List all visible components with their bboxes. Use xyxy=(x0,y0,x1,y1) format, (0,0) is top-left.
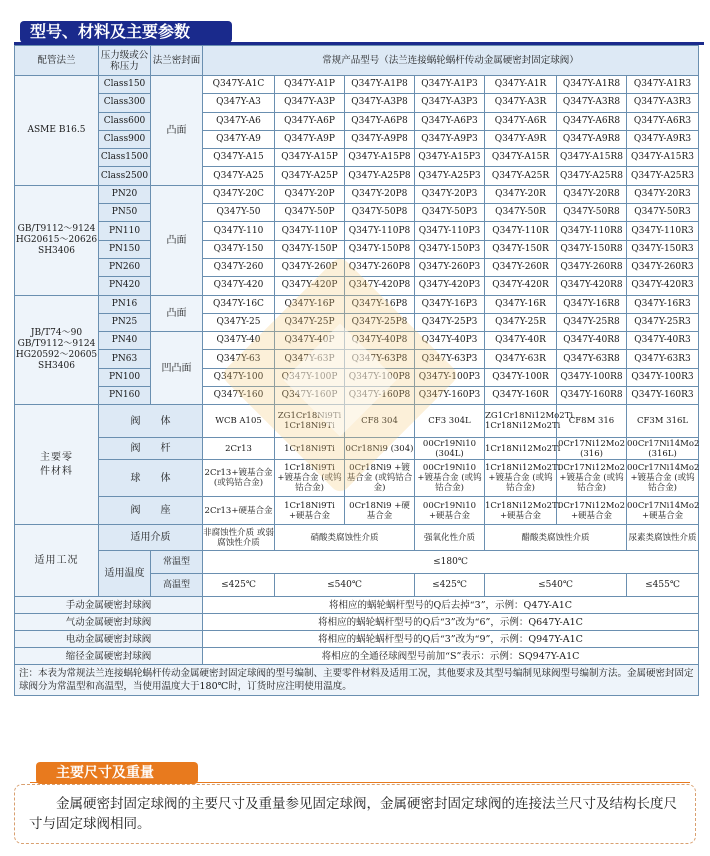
model-code: Q347Y-160R xyxy=(485,387,557,405)
model-code: Q347Y-420R3 xyxy=(627,277,699,295)
temp-label: 适用温度 xyxy=(99,551,151,597)
model-code: Q347Y-20P8 xyxy=(345,185,415,203)
model-code: Q347Y-160P8 xyxy=(345,387,415,405)
header-pressure: 压力级或公称压力 xyxy=(99,46,151,76)
model-code: Q347Y-A9P3 xyxy=(415,130,485,148)
normal-temp-value: ≤180℃ xyxy=(203,551,699,574)
material-value: 00Cr17Ni14Mo2 +硬基合金 xyxy=(627,497,699,525)
model-code: Q347Y-20P3 xyxy=(415,185,485,203)
table-row xyxy=(15,204,699,222)
table-row xyxy=(15,222,699,240)
model-code: Q347Y-160 xyxy=(203,387,275,405)
model-code: Q347Y-63R xyxy=(485,350,557,368)
model-code: Q347Y-110R3 xyxy=(627,222,699,240)
model-code: Q347Y-16R8 xyxy=(557,295,627,313)
section-title-models: 型号、材料及主要参数 xyxy=(20,21,232,43)
model-code: Q347Y-150P xyxy=(275,240,345,258)
model-code: Q347Y-160R8 xyxy=(557,387,627,405)
table-row xyxy=(15,76,699,94)
model-code: Q347Y-A15R8 xyxy=(557,149,627,167)
model-code: Q347Y-50P8 xyxy=(345,204,415,222)
model-code: Q347Y-A6 xyxy=(203,112,275,130)
model-code: Q347Y-110P3 xyxy=(415,222,485,240)
model-code: Q347Y-A25R3 xyxy=(627,167,699,185)
model-code: Q347Y-20R xyxy=(485,185,557,203)
model-code: Q347Y-110R8 xyxy=(557,222,627,240)
model-code: Q347Y-25P8 xyxy=(345,313,415,331)
model-code: Q347Y-A25 xyxy=(203,167,275,185)
material-value: 1Cr18Ni9Ti xyxy=(275,438,345,460)
material-value: CF3 304L xyxy=(415,405,485,438)
high-temp-value: ≤425℃ xyxy=(203,574,275,597)
media-type: 硝酸类腐蚀性介质 xyxy=(275,525,415,551)
media-type: 醋酸类腐蚀性介质 xyxy=(485,525,627,551)
material-value: 0Cr17Ni12Mo2 +镀基合金 (或钨钴合金) xyxy=(557,460,627,497)
model-code: Q347Y-25R3 xyxy=(627,313,699,331)
seal-face: 凸面 xyxy=(151,76,203,186)
model-code: Q347Y-A9R xyxy=(485,130,557,148)
model-code: Q347Y-16P xyxy=(275,295,345,313)
flange-standard: GB/T9112～9124 HG20615～20626 SH3406 xyxy=(15,185,99,295)
pressure-class: PN160 xyxy=(99,387,151,405)
section-title-dimensions-rule xyxy=(30,782,690,783)
model-code: Q347Y-A3R xyxy=(485,94,557,112)
model-code: Q347Y-150 xyxy=(203,240,275,258)
material-value: 1Cr18Ni12Mo2Ti xyxy=(485,438,557,460)
model-code: Q347Y-A15P3 xyxy=(415,149,485,167)
variant-name: 手动金属硬密封球阀 xyxy=(15,597,203,614)
model-code: Q347Y-16R3 xyxy=(627,295,699,313)
model-code: Q347Y-160R3 xyxy=(627,387,699,405)
material-value: 2Cr13+镀基合金 (或钨钴合金) xyxy=(203,460,275,497)
model-code: Q347Y-20R3 xyxy=(627,185,699,203)
material-value: CF8M 316 xyxy=(557,405,627,438)
material-value: 0Cr17Ni12Mo2 +硬基合金 xyxy=(557,497,627,525)
model-code: Q347Y-260R xyxy=(485,258,557,276)
model-code: Q347Y-150R xyxy=(485,240,557,258)
model-code: Q347Y-63R8 xyxy=(557,350,627,368)
model-code: Q347Y-420P3 xyxy=(415,277,485,295)
model-code: Q347Y-A3 xyxy=(203,94,275,112)
model-code: Q347Y-100P8 xyxy=(345,368,415,386)
model-code: Q347Y-50R3 xyxy=(627,204,699,222)
model-code: Q347Y-160P3 xyxy=(415,387,485,405)
material-part: 阀 杆 xyxy=(99,438,203,460)
model-code: Q347Y-A9R3 xyxy=(627,130,699,148)
media-type: 强氧化性介质 xyxy=(415,525,485,551)
model-code: Q347Y-16P3 xyxy=(415,295,485,313)
media-type: 非腐蚀性介质 或弱腐蚀性介质 xyxy=(203,525,275,551)
model-code: Q347Y-A3R3 xyxy=(627,94,699,112)
model-code: Q347Y-25R8 xyxy=(557,313,627,331)
table-note: 注：本表为常规法兰连接蜗轮蜗杆传动金属硬密封固定球阀的型号编制、主要零件材料及适用工况，其他要求及其型号编制见球阀型号编制方法。金属硬密封固定球阀分为常温型和高温型，当使用温度大于180℃时，订货时应注明使用温度。 xyxy=(15,665,699,696)
pressure-class: PN420 xyxy=(99,277,151,295)
pressure-class: PN100 xyxy=(99,368,151,386)
material-value: CF3M 316L xyxy=(627,405,699,438)
model-code: Q347Y-40P3 xyxy=(415,332,485,350)
model-code: Q347Y-A9P8 xyxy=(345,130,415,148)
model-code: Q347Y-110 xyxy=(203,222,275,240)
model-code: Q347Y-25R xyxy=(485,313,557,331)
table-row xyxy=(15,614,699,631)
model-code: Q347Y-50P3 xyxy=(415,204,485,222)
header-flange: 配管法兰 xyxy=(15,46,99,76)
model-code: Q347Y-25P3 xyxy=(415,313,485,331)
pressure-class: PN25 xyxy=(99,313,151,331)
model-code: Q347Y-63R3 xyxy=(627,350,699,368)
material-value: 00Cr19Ni10 (304L) xyxy=(415,438,485,460)
model-code: Q347Y-A3P xyxy=(275,94,345,112)
dimensions-note-text: 金属硬密封固定球阀的主要尺寸及重量参见固定球阀，金属硬密封固定球阀的连接法兰尺寸及结构长度尺寸与固定球阀相同。 xyxy=(29,796,677,832)
media-type: 尿素类腐蚀性介质 xyxy=(627,525,699,551)
pressure-class: Class1500 xyxy=(99,149,151,167)
pressure-class: Class300 xyxy=(99,94,151,112)
material-value: 2Cr13+硬基合金 xyxy=(203,497,275,525)
model-code: Q347Y-420R xyxy=(485,277,557,295)
model-code: Q347Y-50P xyxy=(275,204,345,222)
model-code: Q347Y-63P xyxy=(275,350,345,368)
model-code: Q347Y-40R3 xyxy=(627,332,699,350)
model-code: Q347Y-50R8 xyxy=(557,204,627,222)
material-value: CF8 304 xyxy=(345,405,415,438)
material-value: 0Cr17Ni12Mo2 (316) xyxy=(558,438,625,459)
model-code: Q347Y-A25R8 xyxy=(557,167,627,185)
table-row xyxy=(15,167,699,185)
model-code: Q347Y-63P3 xyxy=(415,350,485,368)
model-code: Q347Y-40R8 xyxy=(557,332,627,350)
high-temp-value: ≤455℃ xyxy=(627,574,699,597)
normal-temp-label: 常温型 xyxy=(151,551,203,574)
material-value: 00Cr19Ni10 +镀基合金 (或钨钴合金) xyxy=(415,460,485,497)
seal-face: 凹凸面 xyxy=(151,332,203,405)
model-code: Q347Y-A1R xyxy=(485,76,557,94)
seal-face: 凸面 xyxy=(151,185,203,295)
model-code: Q347Y-40P xyxy=(275,332,345,350)
variant-desc: 将相应的全通径球阀型号前加“S”表示：示例：SQ947Y-A1C xyxy=(203,648,699,665)
table-row xyxy=(15,631,699,648)
model-code: Q347Y-40 xyxy=(203,332,275,350)
model-code: Q347Y-100R8 xyxy=(557,368,627,386)
header-models: 常规产品型号（法兰连接蜗轮蜗杆传动金属硬密封固定球阀） xyxy=(203,46,699,76)
model-code: Q347Y-A6R8 xyxy=(557,112,627,130)
variant-desc: 将相应的蜗轮蜗杆型号的Q后去掉“3”，示例：Q47Y-A1C xyxy=(203,597,699,614)
model-code: Q347Y-63 xyxy=(203,350,275,368)
table-row xyxy=(15,665,699,696)
model-code: Q347Y-20C xyxy=(203,185,275,203)
table-row xyxy=(15,497,699,525)
table-row xyxy=(15,46,699,76)
model-code: Q347Y-260P3 xyxy=(415,258,485,276)
model-code: Q347Y-A1C xyxy=(203,76,275,94)
table-row xyxy=(15,94,699,112)
table-row xyxy=(15,597,699,614)
material-value: 00Cr17Ni14Mo2 (316L) xyxy=(627,438,700,459)
model-code: Q347Y-A6P xyxy=(275,112,345,130)
table-row xyxy=(15,648,699,665)
flange-standard: ASME B16.5 xyxy=(15,76,99,186)
model-code: Q347Y-150P8 xyxy=(345,240,415,258)
model-code: Q347Y-A3P3 xyxy=(415,94,485,112)
model-code: Q347Y-A9R8 xyxy=(557,130,627,148)
material-value: 00Cr17Ni14Mo2 +镀基合金 (或钨钴合金) xyxy=(627,460,699,497)
model-code: Q347Y-A9P xyxy=(275,130,345,148)
high-temp-value: ≤425℃ xyxy=(415,574,485,597)
material-value: WCB A105 xyxy=(203,405,275,438)
pressure-class: Class150 xyxy=(99,76,151,94)
model-code: Q347Y-25P xyxy=(275,313,345,331)
pressure-class: PN260 xyxy=(99,258,151,276)
high-temp-label: 高温型 xyxy=(151,574,203,597)
variant-name: 电动金属硬密封球阀 xyxy=(15,631,203,648)
high-temp-value: ≤540℃ xyxy=(275,574,415,597)
model-code: Q347Y-150P3 xyxy=(415,240,485,258)
materials-label: 主要零件材料 xyxy=(15,405,99,525)
model-code: Q347Y-260P8 xyxy=(345,258,415,276)
model-code: Q347Y-A3R8 xyxy=(557,94,627,112)
model-code: Q347Y-20R8 xyxy=(557,185,627,203)
model-code: Q347Y-A15 xyxy=(203,149,275,167)
pressure-class: PN20 xyxy=(99,185,151,203)
model-code: Q347Y-A1R3 xyxy=(627,76,699,94)
model-code: Q347Y-A25P xyxy=(275,167,345,185)
model-code: Q347Y-16R xyxy=(485,295,557,313)
material-value: 2Cr13 xyxy=(203,438,275,460)
model-code: Q347Y-A9 xyxy=(203,130,275,148)
model-code: Q347Y-420 xyxy=(203,277,275,295)
material-value: 0Cr18Ni9 +硬基合金 xyxy=(345,497,415,525)
model-code: Q347Y-420R8 xyxy=(557,277,627,295)
material-value: 1Cr18Ni12Mo2Ti +硬基合金 xyxy=(485,497,557,525)
model-code: Q347Y-A15R xyxy=(485,149,557,167)
pressure-class: PN16 xyxy=(99,295,151,313)
model-code: Q347Y-A6R xyxy=(485,112,557,130)
pressure-class: PN150 xyxy=(99,240,151,258)
material-value: 1Cr18Ni9Ti +硬基合金 xyxy=(275,497,345,525)
model-code: Q347Y-A1P8 xyxy=(345,76,415,94)
model-code: Q347Y-260R3 xyxy=(627,258,699,276)
model-code: Q347Y-100 xyxy=(203,368,275,386)
model-code: Q347Y-63P8 xyxy=(345,350,415,368)
section-title-dimensions: 主要尺寸及重量 xyxy=(36,762,198,784)
model-code: Q347Y-A6P8 xyxy=(345,112,415,130)
pressure-class: PN50 xyxy=(99,204,151,222)
table-row xyxy=(15,112,699,130)
model-code: Q347Y-25 xyxy=(203,313,275,331)
variant-desc: 将相应的蜗轮蜗杆型号的Q后“3”改为“9”，示例：Q947Y-A1C xyxy=(203,631,699,648)
table-row xyxy=(15,551,699,574)
model-code: Q347Y-20P xyxy=(275,185,345,203)
material-value: 0Cr18Ni9 (304) xyxy=(345,438,415,460)
header-seal: 法兰密封面 xyxy=(151,46,203,76)
model-code: Q347Y-A1P3 xyxy=(415,76,485,94)
model-code: Q347Y-A6P3 xyxy=(415,112,485,130)
model-code: Q347Y-16C xyxy=(203,295,275,313)
material-value: 0Cr18Ni9 +镀基合金 (或钨钴合金) xyxy=(345,460,415,497)
model-code: Q347Y-100R xyxy=(485,368,557,386)
model-code: Q347Y-40R xyxy=(485,332,557,350)
model-code: Q347Y-40P8 xyxy=(345,332,415,350)
model-code: Q347Y-110R xyxy=(485,222,557,240)
material-part: 阀 体 xyxy=(99,405,203,438)
pressure-class: Class600 xyxy=(99,112,151,130)
model-code: Q347Y-420P xyxy=(275,277,345,295)
media-label: 适用介质 xyxy=(99,525,203,551)
model-code: Q347Y-A15P8 xyxy=(345,149,415,167)
model-code: Q347Y-260P xyxy=(275,258,345,276)
pressure-class: PN40 xyxy=(99,332,151,350)
model-code: Q347Y-A1R8 xyxy=(557,76,627,94)
material-value: ZG1Cr18Ni9Ti 1Cr18Ni9Ti xyxy=(275,405,345,438)
table-row xyxy=(15,240,699,258)
pressure-class: PN63 xyxy=(99,350,151,368)
pressure-class: Class900 xyxy=(99,130,151,148)
model-code: Q347Y-A25P3 xyxy=(415,167,485,185)
model-code: Q347Y-110P xyxy=(275,222,345,240)
variant-name: 气动金属硬密封球阀 xyxy=(15,614,203,631)
variant-name: 缩径金属硬密封球阀 xyxy=(15,648,203,665)
model-code: Q347Y-50 xyxy=(203,204,275,222)
material-part: 阀 座 xyxy=(99,497,203,525)
model-code: Q347Y-A15R3 xyxy=(627,149,699,167)
model-code: Q347Y-150R3 xyxy=(627,240,699,258)
variant-desc: 将相应的蜗轮蜗杆型号的Q后“3”改为“6”，示例：Q647Y-A1C xyxy=(203,614,699,631)
material-value: 1Cr18Ni12Mo2Ti +镀基合金 (或钨钴合金) xyxy=(485,460,557,497)
model-code: Q347Y-260 xyxy=(203,258,275,276)
model-code: Q347Y-A6R3 xyxy=(627,112,699,130)
model-code: Q347Y-100P3 xyxy=(415,368,485,386)
model-code: Q347Y-260R8 xyxy=(557,258,627,276)
model-code: Q347Y-420P8 xyxy=(345,277,415,295)
high-temp-value: ≤540℃ xyxy=(485,574,627,597)
model-code: Q347Y-50R xyxy=(485,204,557,222)
model-code: Q347Y-A1P xyxy=(275,76,345,94)
material-value: 1Cr18Ni9Ti +镀基合金 (或钨钴合金) xyxy=(275,460,345,497)
pressure-class: PN110 xyxy=(99,222,151,240)
model-code: Q347Y-160P xyxy=(275,387,345,405)
material-value: ZG1Cr18Ni12Mo2Ti 1Cr18Ni12Mo2Ti xyxy=(485,405,557,438)
model-code: Q347Y-A15P xyxy=(275,149,345,167)
table-row xyxy=(15,130,699,148)
material-value: 00Cr19Ni10 +硬基合金 xyxy=(415,497,485,525)
seal-face: 凸面 xyxy=(151,295,203,332)
model-code: Q347Y-A25P8 xyxy=(345,167,415,185)
flange-standard: JB/T74～90 GB/T9112～9124 HG20592～20605 SH3406 xyxy=(15,295,99,405)
table-row xyxy=(15,525,699,551)
model-code: Q347Y-150R8 xyxy=(557,240,627,258)
pressure-class: Class2500 xyxy=(99,167,151,185)
model-code: Q347Y-A3P8 xyxy=(345,94,415,112)
dimensions-note xyxy=(14,784,696,844)
table-row xyxy=(15,149,699,167)
model-code: Q347Y-A25R xyxy=(485,167,557,185)
model-code: Q347Y-100R3 xyxy=(627,368,699,386)
model-code: Q347Y-110P8 xyxy=(345,222,415,240)
table-row xyxy=(15,185,699,203)
model-code: Q347Y-16P8 xyxy=(345,295,415,313)
conditions-label: 适用工况 xyxy=(15,525,99,597)
material-part: 球 体 xyxy=(99,460,203,497)
model-code: Q347Y-100P xyxy=(275,368,345,386)
